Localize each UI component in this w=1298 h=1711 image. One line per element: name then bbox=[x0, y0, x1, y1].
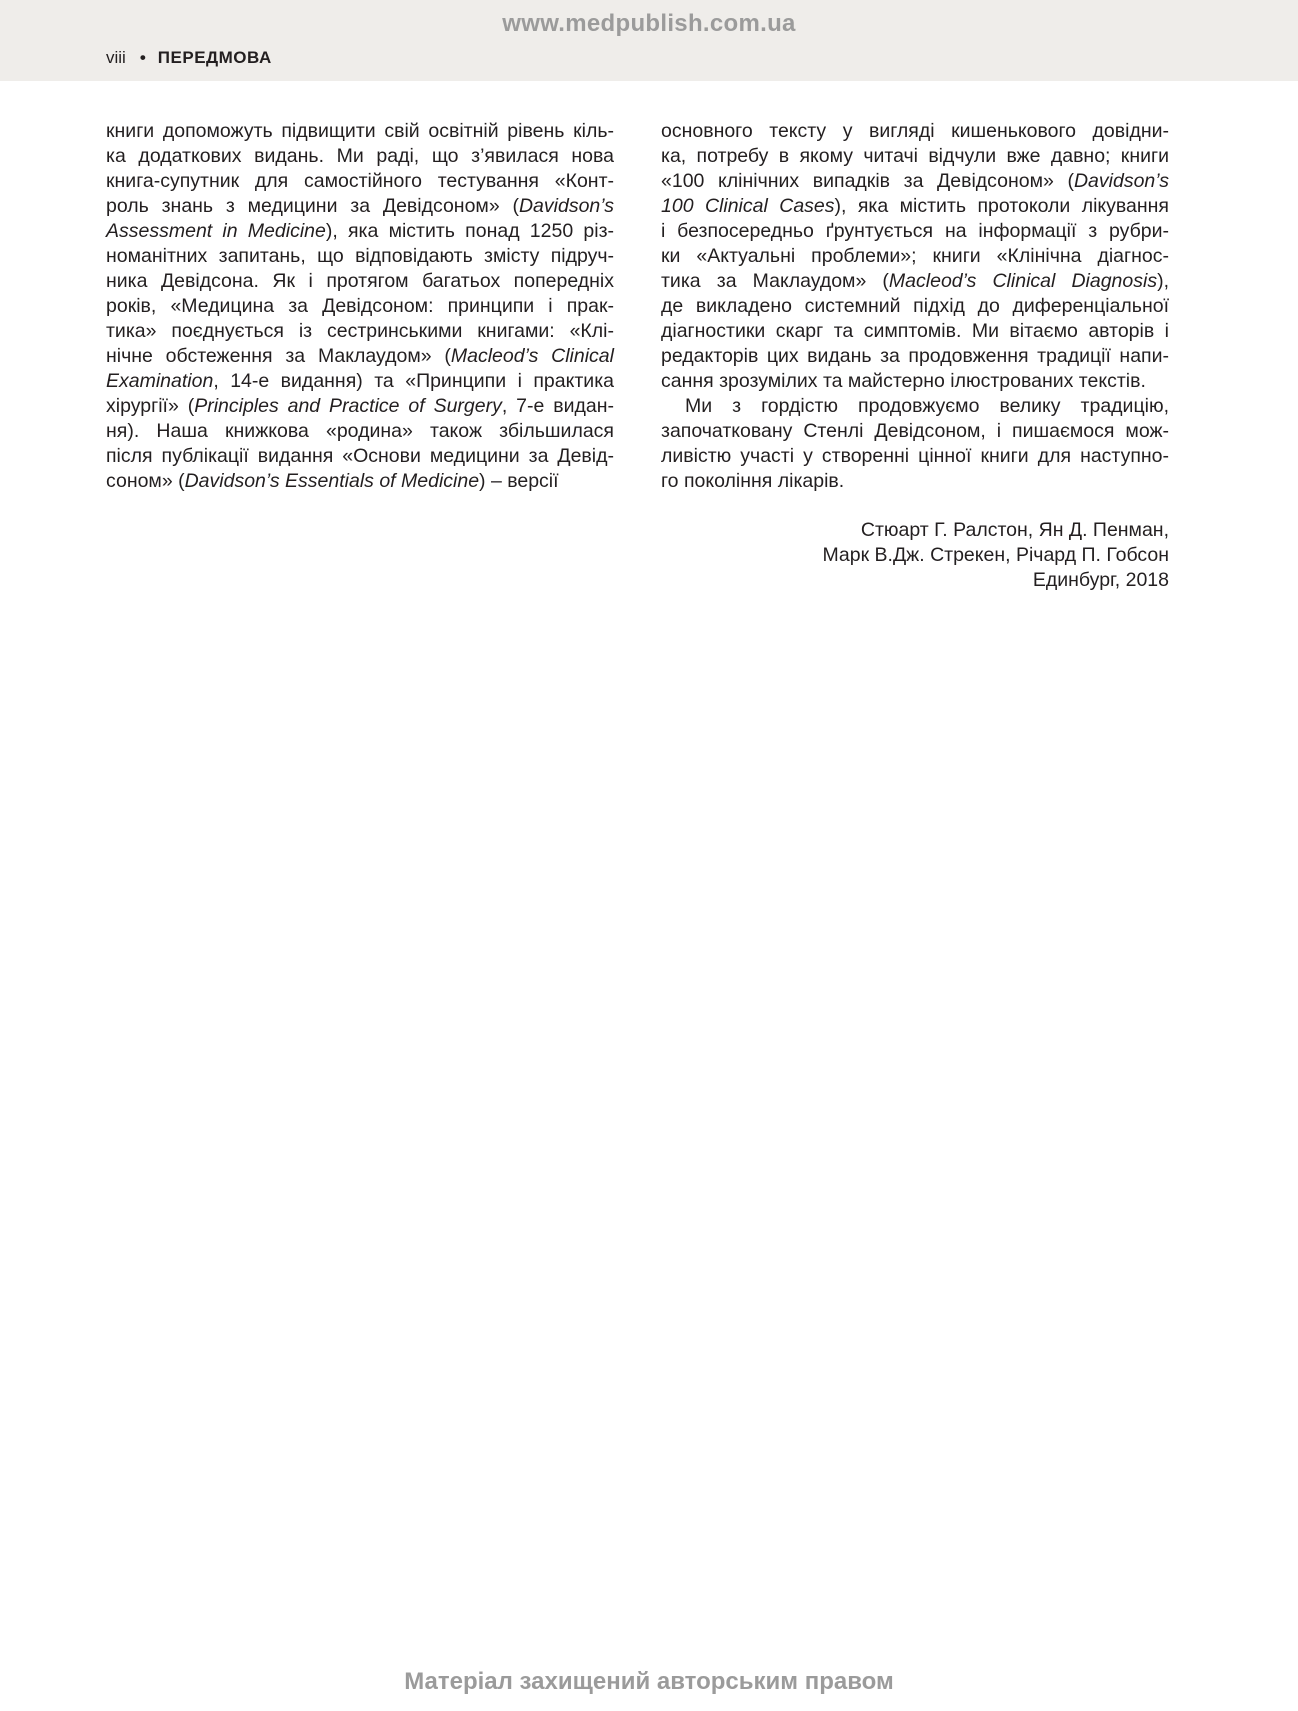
text-run: ), яка містить протоколи лікування bbox=[834, 195, 1169, 217]
text-line bbox=[106, 319, 614, 344]
text-run: «100 клінічних випадків за Девідсоном» ( bbox=[661, 170, 1074, 192]
italic-title: Davidson’s bbox=[518, 195, 614, 217]
text-run: і безпосередньо ґрунтується на інформації з рубри- bbox=[661, 220, 1169, 242]
italic-title: Assessment in Medicine bbox=[106, 220, 326, 242]
text-run: нічне обстеження за Маклаудом» ( bbox=[106, 345, 451, 367]
text-run: книга-супутник для самостійного тестування «Конт- bbox=[106, 170, 614, 192]
text-line bbox=[106, 419, 614, 444]
text-line bbox=[106, 444, 614, 469]
signature-line: Марк В.Дж. Стрекен, Річард П. Гобсон bbox=[822, 544, 1169, 566]
text-line bbox=[661, 194, 1169, 219]
italic-title: Davidson’s bbox=[1073, 170, 1169, 192]
text-line bbox=[661, 269, 1169, 294]
text-run: років, «Медицина за Девідсоном: принципи і прак- bbox=[106, 295, 614, 317]
text-line bbox=[661, 294, 1169, 319]
text-run: ня). Наша книжкова «родина» також збільшилася bbox=[106, 420, 614, 442]
signature-block bbox=[661, 518, 1169, 593]
text-line bbox=[106, 344, 614, 369]
text-run: , 14-е видання) та «Принципи і практика bbox=[213, 370, 614, 392]
italic-title: Examination bbox=[106, 370, 214, 392]
text-line bbox=[661, 169, 1169, 194]
text-run: Ми з гордістю продовжуємо велику традицію, bbox=[685, 395, 1169, 417]
text-line bbox=[106, 219, 614, 244]
text-column-left bbox=[106, 119, 614, 494]
text-run: ), яка містить понад 1250 різ- bbox=[325, 220, 614, 242]
running-head bbox=[106, 48, 272, 68]
text-line bbox=[106, 169, 614, 194]
signature-line: Стюарт Г. Ралстон, Ян Д. Пенман, bbox=[860, 519, 1169, 541]
text-line bbox=[661, 469, 1169, 494]
text-line bbox=[661, 419, 1169, 444]
text-run: де викладено системний підхід до диференціальної bbox=[661, 295, 1169, 317]
signature-place-date: Единбург, 2018 bbox=[1032, 569, 1169, 591]
text-line bbox=[661, 344, 1169, 369]
text-run: номанітних запитань, що відповідають змісту підруч- bbox=[106, 245, 614, 267]
italic-title: Principles and Practice of Surgery bbox=[194, 395, 502, 417]
section-title: ПЕРЕДМОВА bbox=[157, 48, 272, 67]
text-line bbox=[661, 444, 1169, 469]
text-line bbox=[106, 119, 614, 144]
text-column-right bbox=[661, 119, 1169, 494]
text-line bbox=[106, 269, 614, 294]
text-line bbox=[661, 244, 1169, 269]
text-run: після публікації видання «Основи медицини за Девід- bbox=[106, 445, 614, 467]
text-line bbox=[106, 144, 614, 169]
text-line bbox=[661, 219, 1169, 244]
text-line bbox=[661, 144, 1169, 169]
text-run: , 7-е видан- bbox=[501, 395, 614, 417]
watermark-url: www.medpublish.com.ua bbox=[502, 10, 796, 37]
text-line bbox=[106, 244, 614, 269]
page-number: viii bbox=[106, 48, 126, 67]
italic-title: 100 Clinical Cases bbox=[661, 195, 835, 217]
italic-title: Davidson’s Essentials of Medicine bbox=[184, 470, 480, 492]
text-run: сання зрозумілих та майстерно ілюстрованих текстів. bbox=[661, 370, 1146, 392]
text-run: роль знань з медицини за Девідсоном» ( bbox=[106, 195, 519, 217]
text-line bbox=[106, 294, 614, 319]
italic-title: Macleod’s Clinical bbox=[450, 345, 614, 367]
text-line bbox=[661, 119, 1169, 144]
text-run: ка додаткових видань. Ми раді, що з’явилася нова bbox=[106, 145, 614, 167]
text-run: тика за Маклаудом» ( bbox=[661, 270, 889, 292]
text-run: діагностики скарг та симптомів. Ми вітаємо авторів і bbox=[661, 320, 1169, 342]
text-line bbox=[106, 394, 614, 419]
text-line bbox=[106, 369, 614, 394]
text-line bbox=[661, 394, 1169, 419]
text-run: тика» поєднується із сестринськими книгами: «Клі- bbox=[106, 320, 614, 342]
text-run: го покоління лікарів. bbox=[661, 470, 845, 492]
text-run: ливістю участі у створенні цінної книги для наступно- bbox=[661, 445, 1169, 467]
text-run: ки «Актуальні проблеми»; книги «Клінічна діагнос- bbox=[661, 245, 1169, 267]
text-run: ) – версії bbox=[479, 470, 559, 492]
text-run: хірургії» ( bbox=[106, 395, 195, 417]
text-line bbox=[106, 469, 614, 494]
text-run: започатковану Стенлі Девідсоном, і пишаємося мож- bbox=[661, 420, 1169, 442]
copyright-watermark: Матеріал захищений авторським правом bbox=[404, 1668, 894, 1695]
text-line bbox=[661, 369, 1169, 394]
text-run: ), bbox=[1157, 270, 1169, 292]
text-run: основного тексту у вигляді кишенькового довідни- bbox=[661, 120, 1169, 142]
italic-title: Macleod’s Clinical Diagnosis bbox=[888, 270, 1158, 292]
text-run: редакторів цих видань за продовження традиції напи- bbox=[661, 345, 1169, 367]
text-run: ка, потребу в якому читачі відчули вже давно; книги bbox=[661, 145, 1169, 167]
text-line bbox=[106, 194, 614, 219]
text-run: ника Девідсона. Як і протягом багатьох попередніх bbox=[106, 270, 614, 292]
text-run: книги допоможуть підвищити свій освітній рівень кіль- bbox=[106, 120, 614, 142]
text-line bbox=[661, 319, 1169, 344]
text-run: соном» ( bbox=[106, 470, 185, 492]
bullet-separator: • bbox=[139, 48, 146, 67]
